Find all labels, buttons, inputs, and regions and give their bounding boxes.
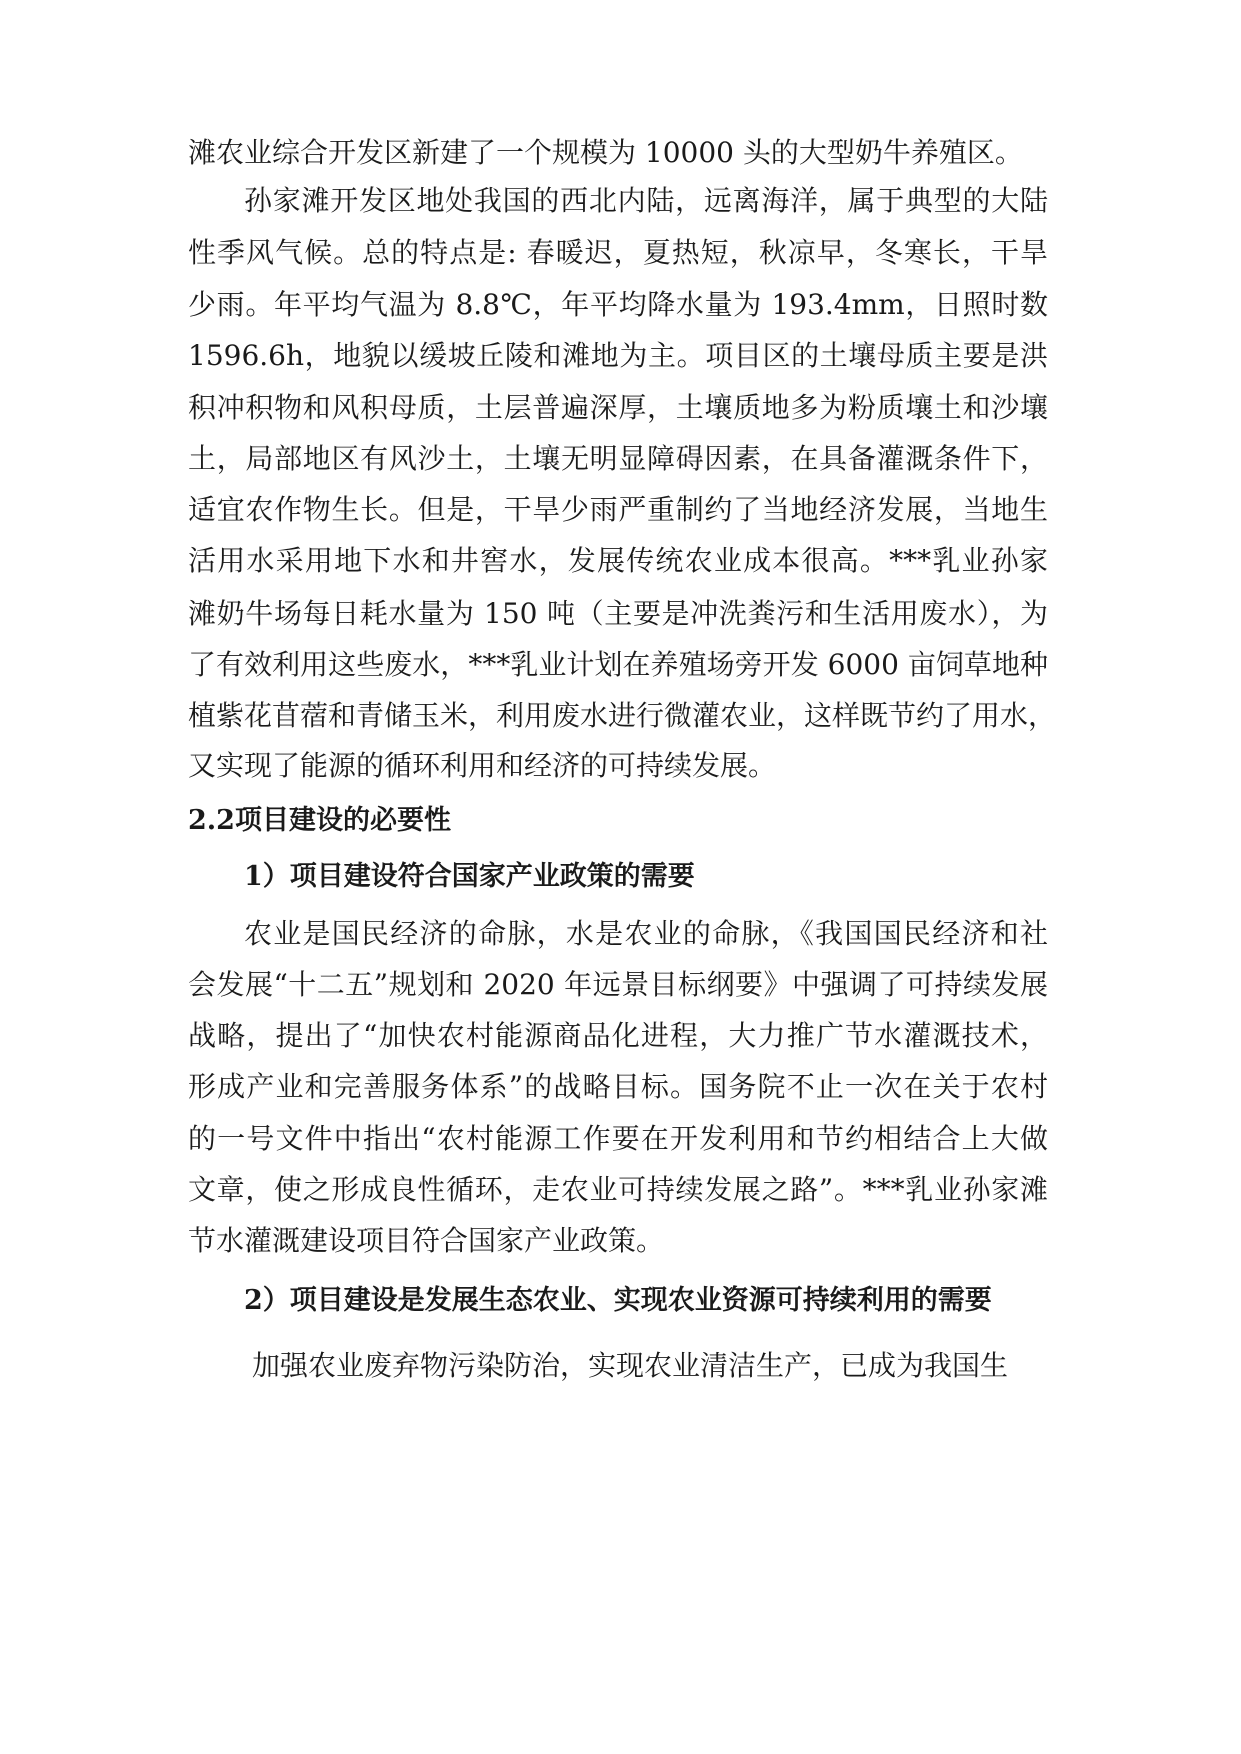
section-heading: 2.2项目建设的必要性 (188, 805, 451, 836)
paragraph-line: 积冲积物和风积母质，土层普遍深厚，土壤质地多为粉质壤土和沙壤 (188, 391, 1048, 424)
paragraph-line: 1596.6h，地貌以缓坡丘陵和滩地为主。项目区的土壤母质主要是洪 (188, 339, 1048, 372)
paragraph-line: 了有效利用这些废水，***乳业计划在养殖场旁开发 6000 亩饲草地种 (188, 648, 1048, 681)
paragraph-line: 文章，使之形成良性循环，走农业可持续发展之路”。***乳业孙家滩 (188, 1173, 1048, 1206)
paragraph-line: 又实现了能源的循环利用和经济的可持续发展。 (188, 749, 777, 782)
paragraph-line: 形成产业和完善服务体系”的战略目标。国务院不止一次在关于农村 (188, 1070, 1048, 1103)
paragraph-line: 滩农业综合开发区新建了一个规模为 10000 头的大型奶牛养殖区。 (188, 136, 1023, 169)
paragraph-line: 适宜农作物生长。但是，干旱少雨严重制约了当地经济发展，当地生 (188, 493, 1048, 526)
paragraph-line: 农业是国民经济的命脉，水是农业的命脉，《我国国民经济和社 (244, 917, 1048, 950)
paragraph-line: 植紫花苜蓿和青储玉米，利用废水进行微灌农业，这样既节约了用水， (188, 699, 1057, 732)
subsection-heading: 2）项目建设是发展生态农业、实现农业资源可持续利用的需要 (244, 1285, 992, 1316)
paragraph-line: 会发展“十二五”规划和 2020 年远景目标纲要》中强调了可持续发展 (188, 968, 1048, 1001)
paragraph-line: 孙家滩开发区地处我国的西北内陆，远离海洋，属于典型的大陆 (244, 184, 1048, 217)
paragraph-line: 战略，提出了“加快农村能源商品化进程，大力推广节水灌溉技术， (188, 1019, 1048, 1052)
paragraph-line: 加强农业废弃物污染防治，实现农业清洁生产，已成为我国生 (252, 1349, 1009, 1382)
paragraph-line: 活用水采用地下水和井窖水，发展传统农业成本很高。***乳业孙家 (188, 544, 1048, 577)
subsection-heading: 1）项目建设符合国家产业政策的需要 (244, 861, 695, 892)
paragraph-line: 节水灌溉建设项目符合国家产业政策。 (188, 1224, 665, 1257)
paragraph-line: 少雨。年平均气温为 8.8℃，年平均降水量为 193.4mm，日照时数 (188, 288, 1048, 321)
paragraph-line: 性季风气候。总的特点是: 春暖迟，夏热短，秋凉早，冬寒长，干旱 (188, 236, 1048, 269)
paragraph-line: 土，局部地区有风沙土，土壤无明显障碍因素，在具备灌溉条件下， (188, 442, 1048, 475)
paragraph-line: 滩奶牛场每日耗水量为 150 吨（主要是冲洗粪污和生活用废水），为 (188, 597, 1048, 630)
paragraph-line: 的一号文件中指出“农村能源工作要在开发利用和节约相结合上大做 (188, 1122, 1048, 1155)
